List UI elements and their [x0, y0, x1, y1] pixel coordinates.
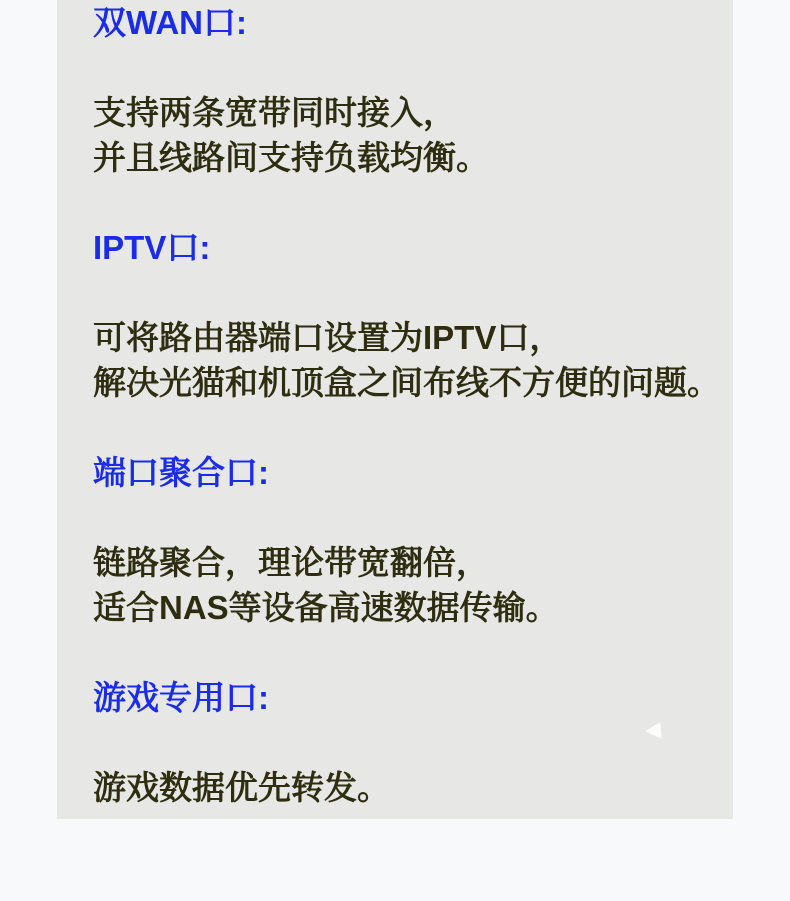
section-body-gaming [93, 765, 733, 810]
section-body-iptv [93, 315, 733, 405]
section-heading-iptv: IPTV口: [93, 229, 211, 266]
section-heading-link-aggregation: 端口聚合口: [93, 454, 269, 491]
feature-section-gaming [93, 675, 733, 810]
body-line: 可将路由器端口设置为IPTV口， [93, 319, 563, 356]
feature-section-iptv [93, 225, 733, 405]
feature-section-dual-wan [93, 0, 733, 180]
body-line: 链路聚合，理论带宽翻倍， [93, 544, 489, 581]
section-heading-dual-wan: 双WAN口: [93, 4, 247, 41]
section-body-dual-wan [93, 90, 733, 180]
body-line: 解决光猫和机顶盒之间布线不方便的问题。 [93, 364, 720, 401]
body-line: 适合NAS等设备高速数据传输。 [93, 589, 559, 626]
body-line: 并且线路间支持负载均衡。 [93, 139, 489, 176]
body-line: 支持两条宽带同时接入， [93, 94, 456, 131]
body-line: 游戏数据优先转发。 [93, 769, 390, 806]
section-body-link-aggregation [93, 540, 733, 630]
description-panel [57, 0, 733, 819]
feature-section-link-aggregation [93, 450, 733, 630]
feature-text-block [93, 0, 733, 855]
section-heading-gaming: 游戏专用口: [93, 679, 269, 716]
